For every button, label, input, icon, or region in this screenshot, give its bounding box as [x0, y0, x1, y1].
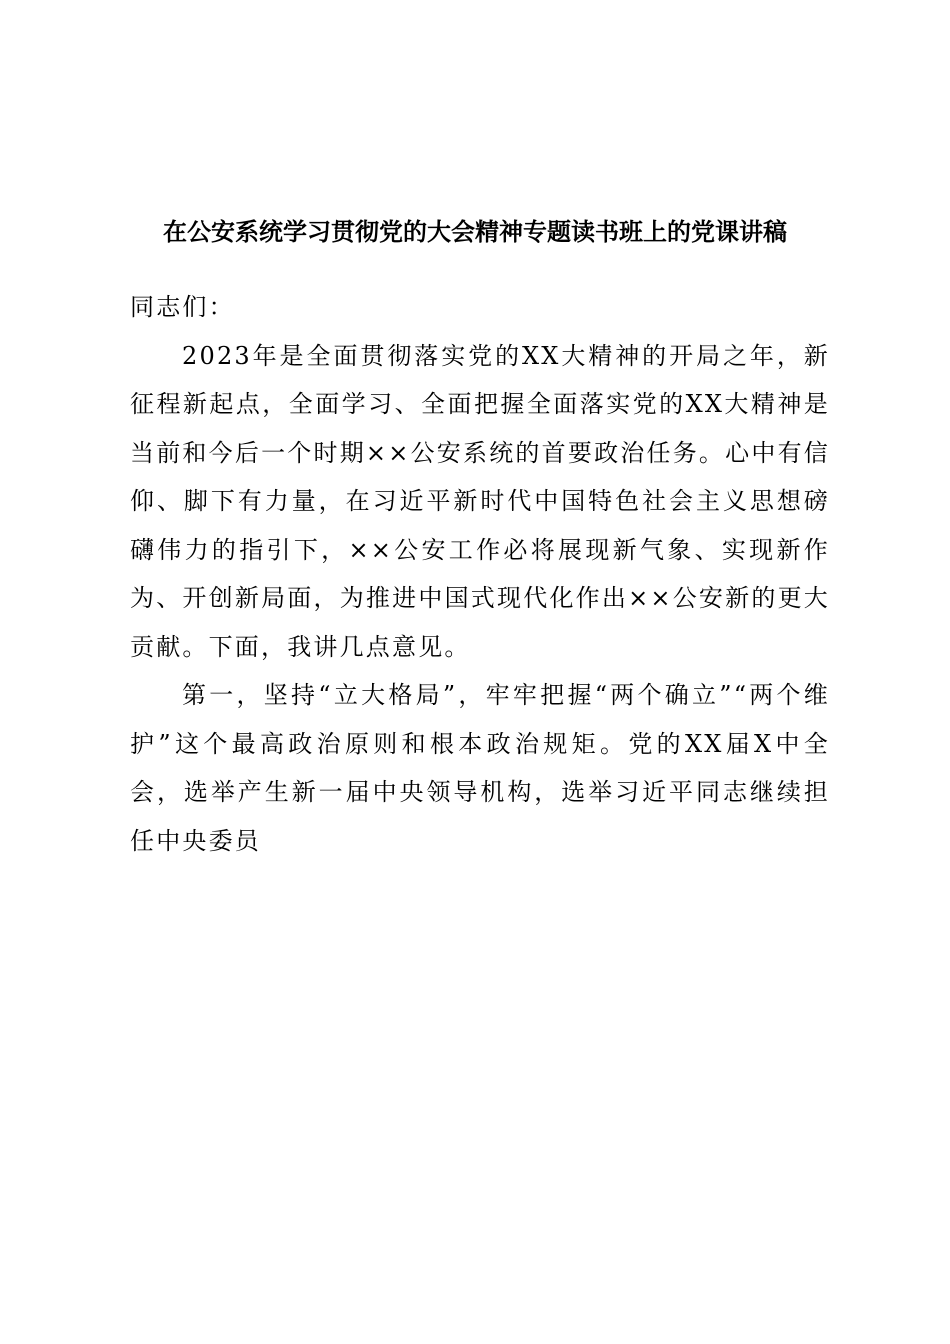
- document-body: [130, 283, 830, 865]
- salutation: 同志们：: [130, 293, 235, 321]
- paragraph-2: 第一，坚持“立大格局”，牢牢把握“两个确立”“两个维护”这个最高政治原则和根本政治规矩。党的XX届X中全会，选举产生新一届中央领导机构，选举习近平同志继续担任中央委员: [130, 681, 830, 855]
- paragraph-1: 2023年是全面贯彻落实党的XX大精神的开局之年，新征程新起点，全面学习、全面把握全面落实党的XX大精神是当前和今后一个时期××公安系统的首要政治任务。心中有信仰、脚下有力量，在习近平新时代中国特色社会主义思想磅礴伟力的指引下，××公安工作必将展现新气象、实现新作为、开创新局面，为推进中国式现代化作出××公安新的更大贡献。下面，我讲几点意见。: [130, 341, 830, 661]
- document-title: 在公安系统学习贯彻党的大会精神专题读书班上的党课讲稿: [163, 217, 787, 246]
